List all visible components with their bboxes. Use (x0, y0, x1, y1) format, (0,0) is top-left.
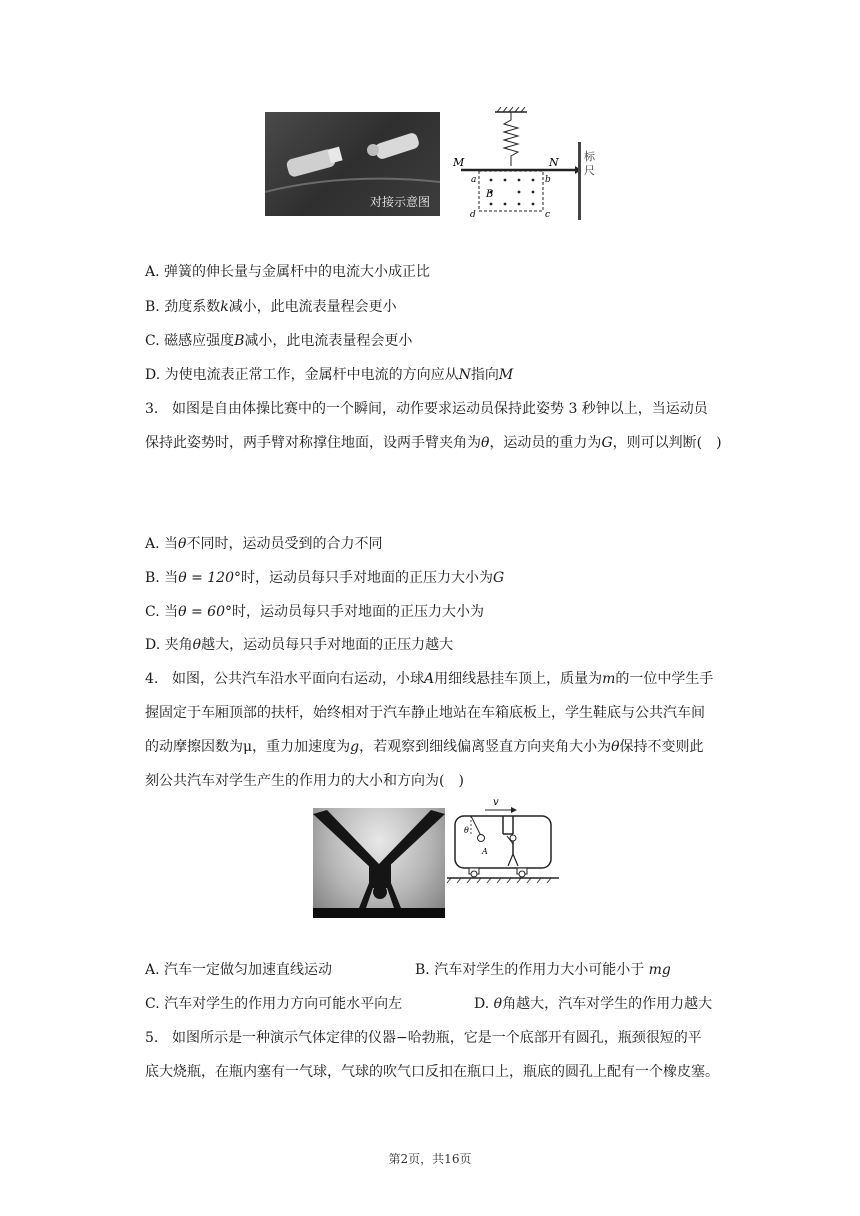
spring-current-balance-diagram (449, 106, 591, 222)
docking-photo (265, 112, 440, 216)
q4-option-d: D. θ角越大，汽车对学生的作用力越大 (474, 996, 713, 1012)
gymnast-photo (313, 808, 445, 918)
label-c: c (545, 210, 551, 220)
page-footer: 第2页，共16页 (388, 1152, 472, 1166)
q5-stem-line2: 底大烧瓶，在瓶内塞有一气球，气球的吹气口反扣在瓶口上，瓶底的圆孔上配有一个橡皮塞。 (145, 1064, 719, 1080)
q3-number: 3. (145, 401, 159, 417)
q3-stem-line2: 保持此姿势时，两手臂对称撑住地面，设两手臂夹角为θ，运动员的重力为G，则可以判断( ) (145, 435, 722, 451)
q2-option-b: B. 劲度系数k减小，此电流表量程会更小 (145, 299, 397, 315)
q4-stem-line1: 4. 如图，公共汽车沿水平面向右运动，小球A用细线悬挂车顶上，质量为m的一位中学生手 (145, 671, 714, 687)
q4-option-b: B. 汽车对学生的作用力大小可能小于 mg (415, 962, 671, 978)
q4-number: 4. (145, 671, 159, 687)
q4-option-c: C. 汽车对学生的作用力方向可能水平向左 (145, 996, 403, 1012)
bus-diagram (447, 796, 559, 884)
q2-option-d: D. 为使电流表正常工作，金属杆中电流的方向应从N指向M (145, 367, 514, 383)
label-M: M (453, 156, 465, 169)
label-v: v (493, 797, 499, 808)
label-d: d (470, 210, 476, 220)
q5-number: 5. (145, 1030, 159, 1046)
scale-label: 标尺 (584, 150, 595, 177)
q5-stem-line1: 5. 如图所示是一种演示气体定律的仪器−哈勃瓶，它是一个底部开有圆孔，瓶颈很短的平 (145, 1030, 702, 1046)
q3-option-d: D. 夹角θ越大，运动员每只手对地面的正压力越大 (145, 637, 454, 653)
q4-option-a: A. 汽车一定做匀加速直线运动 (145, 962, 333, 978)
q2-option-a: A. 弹簧的伸长量与金属杆中的电流大小成正比 (145, 264, 431, 280)
label-B: B (486, 189, 494, 200)
gymnast-silhouette (313, 808, 445, 918)
label-a: a (471, 175, 477, 185)
label-b: b (545, 175, 551, 185)
q2-option-c: C. 磁感应强度B减小，此电流表量程会更小 (145, 333, 413, 349)
q4-stem-line4: 刻公共汽车对学生产生的作用力的大小和方向为( ) (145, 773, 464, 789)
docking-caption: 对接示意图 (369, 195, 430, 209)
label-A: A (482, 847, 488, 856)
q4-stem-line3: 的动摩擦因数为μ，重力加速度为g，若观察到细线偏离竖直方向夹角大小为θ保持不变则此 (145, 739, 704, 755)
q3-stem-line1: 3. 如图是自由体操比赛中的一个瞬间，动作要求运动员保持此姿势 3 秒钟以上，当运动员 (145, 401, 708, 417)
label-theta: θ (464, 826, 469, 835)
q3-option-c: C. 当θ = 60°时，运动员每只手对地面的正压力大小为 (145, 604, 484, 620)
label-N: N (549, 156, 559, 169)
q3-option-a: A. 当θ不同时，运动员受到的合力不同 (145, 536, 383, 552)
q4-stem-line2: 握固定于车厢顶部的扶杆，始终相对于汽车静止地站在车箱底板上，学生鞋底与公共汽车间 (145, 705, 705, 721)
q3-option-b: B. 当θ = 120°时，运动员每只手对地面的正压力大小为G (145, 570, 505, 586)
